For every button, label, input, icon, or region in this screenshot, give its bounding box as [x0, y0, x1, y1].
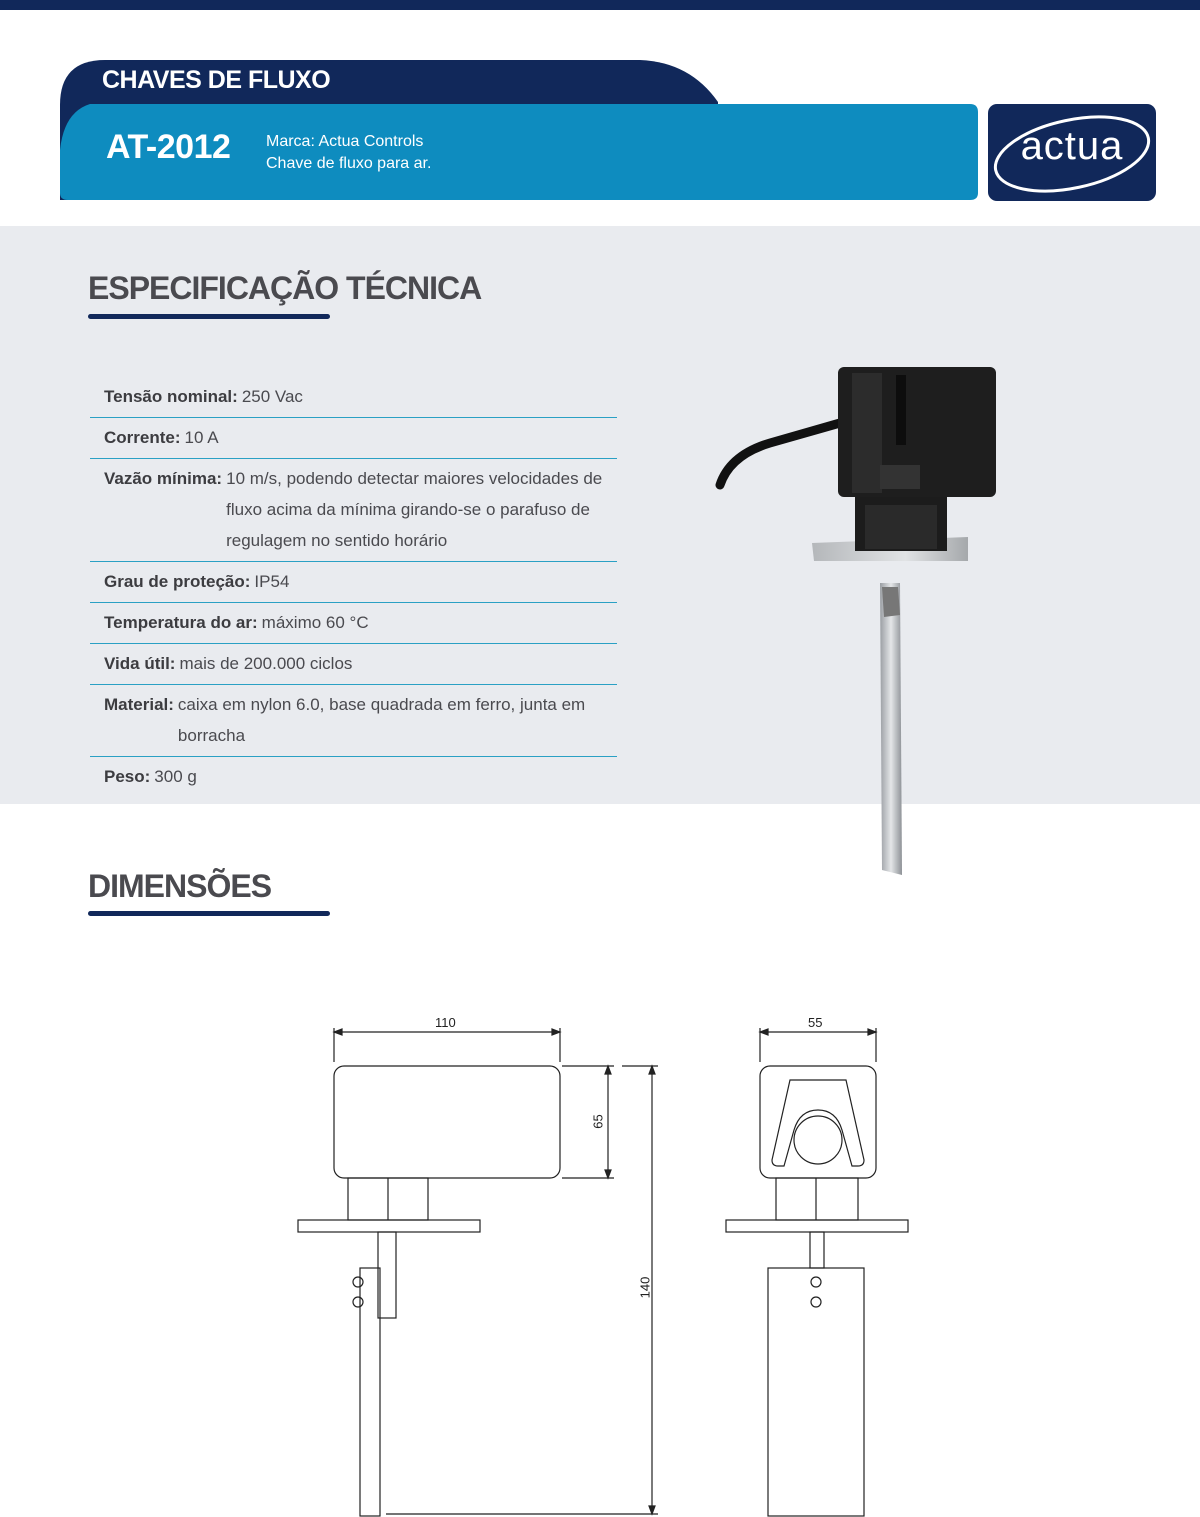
category-title: CHAVES DE FLUXO	[102, 66, 331, 94]
model-number: AT-2012	[106, 128, 231, 166]
dim-total-height: 140	[637, 1276, 653, 1299]
spec-label: Tensão nominal:	[104, 387, 238, 406]
spec-label: Corrente:	[104, 428, 181, 447]
spec-table	[90, 377, 617, 797]
spec-label: Vazão mínima:	[104, 469, 223, 488]
spec-value: 250 Vac	[241, 387, 303, 406]
spec-value: 10 A	[184, 428, 219, 447]
spec-row-material	[90, 685, 617, 757]
brand-label: Marca: Actua Controls	[266, 133, 424, 150]
product-description: Chave de fluxo para ar.	[266, 155, 432, 172]
spec-label: Vida útil:	[104, 654, 176, 673]
dim-width-side: 55	[808, 1015, 823, 1030]
spec-label: Peso:	[104, 767, 151, 786]
spec-title-rule	[88, 314, 330, 319]
spec-row-tensao	[90, 377, 617, 418]
spec-value: mais de 200.000 ciclos	[179, 654, 353, 673]
spec-row-corrente	[90, 418, 617, 459]
dimensions-title: DIMENSÕES	[88, 868, 272, 904]
dimensions-title-rule	[88, 911, 330, 916]
spec-label: Grau de proteção:	[104, 572, 251, 591]
spec-row-temperatura	[90, 603, 617, 644]
actua-logo	[988, 104, 1156, 201]
spec-row-peso	[90, 757, 617, 797]
spec-value: IP54	[254, 572, 290, 591]
spec-label: Material:	[104, 695, 174, 714]
dim-width-front: 110	[435, 1015, 456, 1030]
dim-box-height: 65	[590, 1114, 606, 1129]
spec-row-vazao	[90, 459, 617, 562]
logo-text: actua	[1020, 124, 1124, 168]
product-photo	[700, 355, 1030, 890]
spec-row-vida-util	[90, 644, 617, 685]
spec-title: ESPECIFICAÇÃO TÉCNICA	[88, 270, 482, 306]
spec-value: 10 m/s, podendo detectar maiores velocidades de fluxo acima da mínima girando-se o parafuso de regulagem no sentido horário	[226, 469, 603, 550]
spec-row-protecao	[90, 562, 617, 603]
brand-info	[266, 131, 431, 175]
spec-label: Temperatura do ar:	[104, 613, 258, 632]
spec-value: máximo 60 °C	[261, 613, 369, 632]
dimension-drawing	[280, 1000, 940, 1517]
spec-value: caixa em nylon 6.0, base quadrada em ferro, junta em borracha	[177, 695, 586, 745]
header-banner	[0, 0, 1200, 225]
spec-value: 300 g	[154, 767, 197, 786]
